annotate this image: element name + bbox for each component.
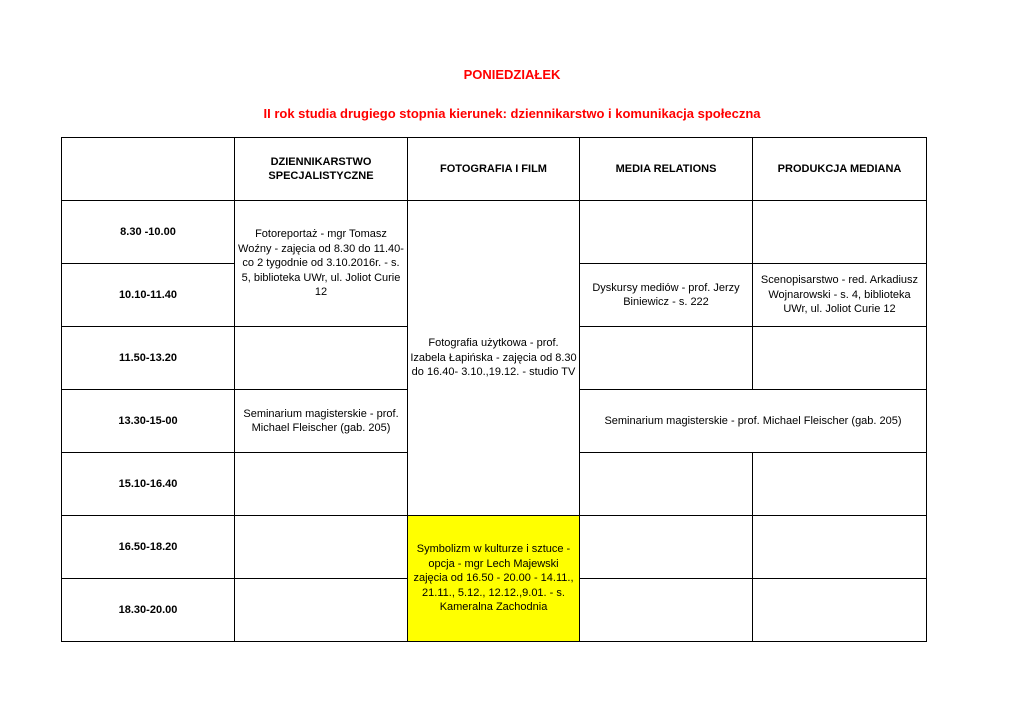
time-cell: 8.30 -10.00 — [62, 201, 235, 264]
page-subtitle: II rok studia drugiego stopnia kierunek: dziennikarstwo i komunikacja społeczna — [263, 106, 761, 121]
empty-cell — [235, 327, 408, 390]
time-cell: 13.30-15-00 — [62, 390, 235, 453]
time-cell: 15.10-16.40 — [62, 453, 235, 516]
empty-cell — [753, 579, 927, 642]
column-header-media-relations: MEDIA RELATIONS — [580, 138, 753, 201]
class-cell-symbolizm: Symbolizm w kulturze i sztuce - opcja - mgr Lech Majewski zajęcia od 16.50 - 20.00 - 14.11., 21.11., 5.12., 12.12.,9.01. - s. Kameralna Zachodnia — [408, 516, 580, 642]
empty-cell — [753, 201, 927, 264]
class-cell-dyskursy: Dyskursy mediów - prof. Jerzy Biniewicz - s. 222 — [580, 264, 753, 327]
table-row — [62, 201, 927, 264]
empty-cell — [580, 327, 753, 390]
column-header-produkcja: PRODUKCJA MEDIANA — [753, 138, 927, 201]
time-cell: 16.50-18.20 — [62, 516, 235, 579]
time-cell: 10.10-11.40 — [62, 264, 235, 327]
column-header-fotografia: FOTOGRAFIA I FILM — [408, 138, 580, 201]
empty-cell — [580, 579, 753, 642]
table-row — [62, 516, 927, 579]
empty-cell — [753, 327, 927, 390]
class-cell-seminarium-wide: Seminarium magisterskie - prof. Michael Fleischer (gab. 205) — [580, 390, 927, 453]
empty-cell — [580, 201, 753, 264]
empty-cell — [235, 516, 408, 579]
corner-cell — [62, 138, 235, 201]
schedule-table — [61, 137, 927, 642]
time-cell: 18.30-20.00 — [62, 579, 235, 642]
header-row — [62, 138, 927, 201]
class-cell-fotoreportaz: Fotoreportaż - mgr Tomasz Woźny - zajęcia od 8.30 do 11.40- co 2 tygodnie od 3.10.2016r. - s. 5, biblioteka UWr, ul. Joliot Curie 12 — [235, 201, 408, 327]
empty-cell — [235, 579, 408, 642]
column-header-dziennikarstwo: DZIENNIKARSTWO SPECJALISTYCZNE — [235, 138, 408, 201]
time-cell: 11.50-13.20 — [62, 327, 235, 390]
empty-cell — [580, 453, 753, 516]
class-cell-seminarium: Seminarium magisterskie - prof. Michael Fleischer (gab. 205) — [235, 390, 408, 453]
empty-cell — [580, 516, 753, 579]
class-cell-scenopisarstwo: Scenopisarstwo - red. Arkadiusz Wojnarowski - s. 4, biblioteka UWr, ul. Joliot Curie 12 — [753, 264, 927, 327]
empty-cell — [235, 453, 408, 516]
page-title: PONIEDZIAŁEK — [463, 67, 561, 82]
empty-cell — [753, 453, 927, 516]
class-cell-fotografia-uzytkowa: Fotografia użytkowa - prof. Izabela Łapińska - zajęcia od 8.30 do 16.40- 3.10.,19.12. - studio TV — [408, 201, 580, 516]
empty-cell — [753, 516, 927, 579]
